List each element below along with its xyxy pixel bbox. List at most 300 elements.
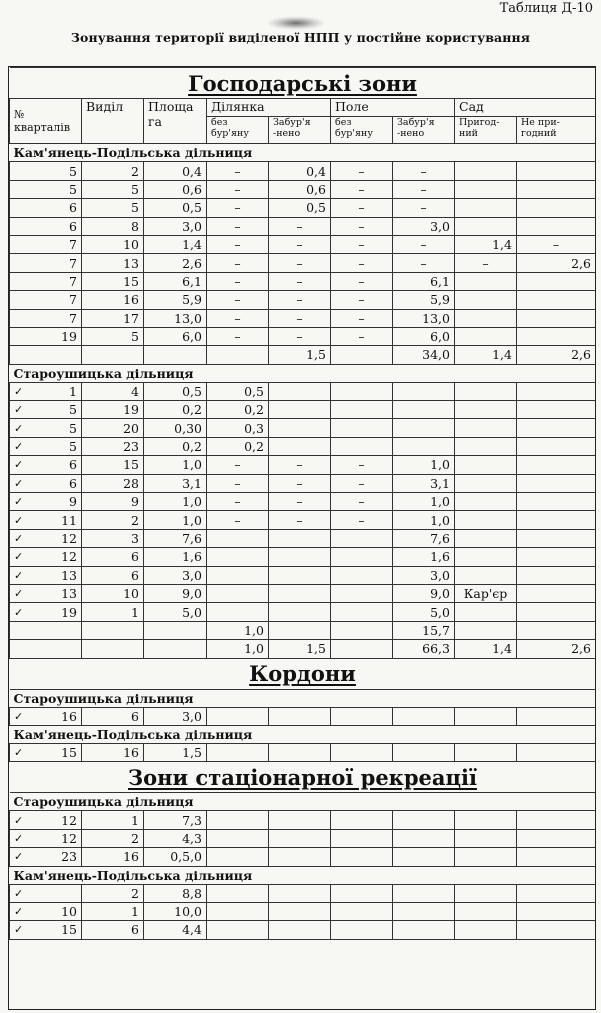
- cell-sad-prig: –: [455, 254, 517, 272]
- table-row: [10, 548, 596, 566]
- checkmark-icon: ✓: [14, 458, 24, 472]
- cell-dilyanka-bez: –: [207, 309, 269, 327]
- cell-kvartal: [10, 401, 82, 419]
- cell-pole-bez: –: [331, 327, 393, 345]
- cell-sad-prig: [455, 474, 517, 492]
- cell-ploshcha: 6,0: [144, 327, 207, 345]
- cell-dilyanka-bez: 0,2: [207, 437, 269, 455]
- cell-dilyanka-zab: [269, 921, 331, 939]
- cell-vydil: 8: [82, 217, 144, 235]
- cell-dilyanka-zab: –: [269, 456, 331, 474]
- cell-sad-neprig: [517, 382, 596, 400]
- cell-pole-zab: [393, 382, 455, 400]
- cell-pole-bez: [331, 902, 393, 920]
- section-title: Кам'янець-Подільська дільниця: [10, 725, 596, 743]
- cell-sad-prig: [455, 401, 517, 419]
- cell-kvartal: [10, 474, 82, 492]
- cell-dilyanka-zab: [269, 401, 331, 419]
- cell-vydil: 16: [82, 291, 144, 309]
- cell-pole-zab: 13,0: [393, 309, 455, 327]
- zone-title-gospodarski: Господарські зони: [10, 68, 596, 99]
- cell-pole-bez: –: [331, 493, 393, 511]
- cell-dilyanka-bez: [207, 529, 269, 547]
- table-row: [10, 621, 596, 639]
- subheader-pole-zab: Забур'я -нено: [393, 117, 455, 144]
- cell-kvartal: [10, 493, 82, 511]
- zoning-table-sheet: [8, 66, 596, 1010]
- section-title: Кам'янець-Подільська дільниця: [10, 866, 596, 884]
- cell-pole-zab: [393, 437, 455, 455]
- cell-dilyanka-bez: 0,5: [207, 382, 269, 400]
- cell-sad-neprig: [517, 743, 596, 761]
- cell-pole-bez: –: [331, 272, 393, 290]
- cell-sad-neprig: [517, 511, 596, 529]
- kvartal-number: 10: [61, 904, 77, 920]
- cell-ploshcha: 2,6: [144, 254, 207, 272]
- cell-ploshcha: [144, 621, 207, 639]
- cell-kvartal: [10, 382, 82, 400]
- checkmark-icon: ✓: [14, 886, 24, 900]
- document-title: Зонування території виділеної НПП у постійне користування: [70, 30, 531, 45]
- cell-sad-neprig: [517, 707, 596, 725]
- table-row: [10, 829, 596, 847]
- cell-sad-neprig: [517, 180, 596, 198]
- cell-dilyanka-bez: –: [207, 235, 269, 253]
- cell-pole-zab: 1,0: [393, 456, 455, 474]
- cell-sad-neprig: [517, 829, 596, 847]
- cell-vydil: 13: [82, 254, 144, 272]
- cell-ploshcha: 1,5: [144, 743, 207, 761]
- kvartal-number: 12: [61, 830, 77, 846]
- cell-ploshcha: 3,0: [144, 217, 207, 235]
- cell-dilyanka-bez: [207, 584, 269, 602]
- table-row: [10, 217, 596, 235]
- cell-sad-prig: 1,4: [455, 235, 517, 253]
- cell-ploshcha: 1,6: [144, 548, 207, 566]
- cell-pole-bez: –: [331, 162, 393, 180]
- table-row: [10, 640, 596, 658]
- cell-sad-neprig: [517, 437, 596, 455]
- cell-dilyanka-bez: –: [207, 291, 269, 309]
- checkmark-icon: ✓: [14, 476, 24, 490]
- table-row: [10, 603, 596, 621]
- cell-sad-prig: 1,4: [455, 346, 517, 364]
- cell-dilyanka-zab: [269, 584, 331, 602]
- cell-pole-bez: [331, 419, 393, 437]
- cell-sad-prig: [455, 743, 517, 761]
- cell-pole-bez: –: [331, 235, 393, 253]
- cell-pole-zab: [393, 829, 455, 847]
- cell-vydil: 10: [82, 235, 144, 253]
- cell-pole-zab: 15,7: [393, 621, 455, 639]
- cell-sad-prig: [455, 566, 517, 584]
- cell-dilyanka-zab: [269, 566, 331, 584]
- checkmark-icon: ✓: [14, 709, 24, 723]
- cell-sad-neprig: [517, 584, 596, 602]
- cell-sad-neprig: –: [517, 235, 596, 253]
- cell-dilyanka-zab: [269, 603, 331, 621]
- cell-sad-prig: [455, 419, 517, 437]
- cell-vydil: 1: [82, 902, 144, 920]
- cell-dilyanka-zab: [269, 829, 331, 847]
- cell-sad-prig: 1,4: [455, 640, 517, 658]
- cell-ploshcha: 5,0: [144, 603, 207, 621]
- kvartal-number: 19: [61, 604, 77, 620]
- cell-kvartal: [10, 829, 82, 847]
- cell-pole-zab: 66,3: [393, 640, 455, 658]
- cell-dilyanka-bez: 0,3: [207, 419, 269, 437]
- cell-pole-zab: 1,0: [393, 511, 455, 529]
- cell-sad-prig: [455, 848, 517, 866]
- checkmark-icon: ✓: [14, 813, 24, 827]
- cell-kvartal: [10, 180, 82, 198]
- table-row: [10, 884, 596, 902]
- cell-vydil: 16: [82, 848, 144, 866]
- cell-vydil: 6: [82, 921, 144, 939]
- cell-ploshcha: 0,30: [144, 419, 207, 437]
- col-header-ploshcha: Площа га: [144, 99, 207, 144]
- cell-sad-prig: [455, 511, 517, 529]
- cell-sad-neprig: [517, 548, 596, 566]
- table-row: [10, 707, 596, 725]
- cell-pole-bez: [331, 382, 393, 400]
- cell-vydil: 28: [82, 474, 144, 492]
- section-title: Староушицька дільниця: [10, 793, 596, 811]
- cell-ploshcha: 1,0: [144, 456, 207, 474]
- cell-sad-neprig: [517, 419, 596, 437]
- cell-pole-zab: –: [393, 235, 455, 253]
- table-row: [10, 456, 596, 474]
- table-row: [10, 162, 596, 180]
- cell-kvartal: [10, 162, 82, 180]
- cell-kvartal: [10, 902, 82, 920]
- cell-sad-prig: [455, 162, 517, 180]
- cell-vydil: 10: [82, 584, 144, 602]
- cell-sad-neprig: [517, 327, 596, 345]
- cell-vydil: 2: [82, 884, 144, 902]
- cell-pole-zab: [393, 848, 455, 866]
- cell-dilyanka-zab: [269, 419, 331, 437]
- checkmark-icon: ✓: [14, 495, 24, 509]
- col-header-vydil: Виділ: [82, 99, 144, 144]
- checkmark-icon: ✓: [14, 403, 24, 417]
- cell-sad-prig: [455, 902, 517, 920]
- cell-dilyanka-zab: [269, 437, 331, 455]
- cell-pole-zab: 3,0: [393, 217, 455, 235]
- cell-dilyanka-zab: –: [269, 493, 331, 511]
- table-row: [10, 401, 596, 419]
- cell-sad-neprig: [517, 848, 596, 866]
- cell-dilyanka-bez: –: [207, 217, 269, 235]
- col-header-dilyanka: Ділянка: [207, 99, 331, 117]
- cell-pole-bez: [331, 621, 393, 639]
- cell-dilyanka-bez: –: [207, 474, 269, 492]
- cell-pole-zab: [393, 811, 455, 829]
- kvartal-number: 6: [69, 218, 77, 234]
- cell-dilyanka-bez: [207, 743, 269, 761]
- cell-sad-neprig: [517, 884, 596, 902]
- cell-sad-prig: [455, 884, 517, 902]
- checkmark-icon: ✓: [14, 440, 24, 454]
- cell-sad-neprig: [517, 621, 596, 639]
- cell-kvartal: [10, 921, 82, 939]
- cell-dilyanka-bez: [207, 707, 269, 725]
- kvartal-number: 16: [61, 708, 77, 724]
- cell-dilyanka-bez: –: [207, 180, 269, 198]
- cell-kvartal: [10, 235, 82, 253]
- cell-sad-prig: [455, 921, 517, 939]
- kvartal-number: 5: [69, 420, 77, 436]
- cell-pole-bez: [331, 401, 393, 419]
- cell-dilyanka-bez: 1,0: [207, 640, 269, 658]
- cell-pole-bez: [331, 848, 393, 866]
- cell-vydil: 5: [82, 199, 144, 217]
- cell-pole-bez: [331, 811, 393, 829]
- cell-sad-prig: [455, 272, 517, 290]
- cell-ploshcha: 0,6: [144, 180, 207, 198]
- subheader-dilyanka-zab: Забур'я -нено: [269, 117, 331, 144]
- cell-dilyanka-bez: [207, 346, 269, 364]
- col-header-pole: Поле: [331, 99, 455, 117]
- cell-dilyanka-bez: –: [207, 511, 269, 529]
- kvartal-number: 13: [61, 567, 77, 583]
- cell-pole-zab: 5,9: [393, 291, 455, 309]
- cell-sad-neprig: [517, 401, 596, 419]
- cell-pole-bez: [331, 529, 393, 547]
- cell-dilyanka-zab: [269, 743, 331, 761]
- cell-ploshcha: 3,0: [144, 566, 207, 584]
- kvartal-number: 5: [69, 163, 77, 179]
- zoning-table: [9, 67, 596, 940]
- cell-sad-prig: [455, 548, 517, 566]
- cell-sad-prig: [455, 621, 517, 639]
- kvartal-number: 6: [69, 475, 77, 491]
- kvartal-number: 7: [69, 292, 77, 308]
- cell-dilyanka-zab: [269, 811, 331, 829]
- cell-dilyanka-zab: –: [269, 235, 331, 253]
- cell-dilyanka-zab: [269, 382, 331, 400]
- table-row: [10, 327, 596, 345]
- cell-vydil: 19: [82, 401, 144, 419]
- cell-pole-zab: 1,0: [393, 493, 455, 511]
- cell-sad-prig: [455, 493, 517, 511]
- cell-sad-neprig: [517, 493, 596, 511]
- cell-sad-neprig: [517, 474, 596, 492]
- cell-vydil: 5: [82, 327, 144, 345]
- cell-kvartal: [10, 621, 82, 639]
- cell-pole-bez: [331, 640, 393, 658]
- cell-ploshcha: 1,4: [144, 235, 207, 253]
- cell-vydil: 2: [82, 511, 144, 529]
- cell-pole-bez: [331, 603, 393, 621]
- table-row: [10, 566, 596, 584]
- col-header-kvartal: № кварталів: [10, 99, 82, 144]
- kvartal-number: 6: [69, 200, 77, 216]
- cell-pole-zab: –: [393, 180, 455, 198]
- kvartal-number: 7: [69, 237, 77, 253]
- cell-sad-prig: [455, 180, 517, 198]
- table-row: [10, 346, 596, 364]
- cell-pole-zab: [393, 902, 455, 920]
- cell-ploshcha: 4,4: [144, 921, 207, 939]
- kvartal-number: 5: [69, 439, 77, 455]
- kvartal-number: 7: [69, 255, 77, 271]
- cell-dilyanka-bez: [207, 603, 269, 621]
- table-row: [10, 272, 596, 290]
- table-row: [10, 902, 596, 920]
- cell-dilyanka-zab: [269, 884, 331, 902]
- cell-ploshcha: 0,5,0: [144, 848, 207, 866]
- cell-vydil: [82, 346, 144, 364]
- cell-vydil: 15: [82, 272, 144, 290]
- cell-pole-bez: –: [331, 217, 393, 235]
- cell-pole-bez: –: [331, 474, 393, 492]
- cell-ploshcha: 0,4: [144, 162, 207, 180]
- zone-title-kordony: Кордони: [10, 658, 596, 689]
- table-row: [10, 743, 596, 761]
- cell-sad-neprig: [517, 921, 596, 939]
- cell-dilyanka-bez: –: [207, 493, 269, 511]
- kvartal-number: 6: [69, 457, 77, 473]
- kvartal-number: 12: [61, 531, 77, 546]
- cell-sad-prig: [455, 707, 517, 725]
- cell-kvartal: [10, 566, 82, 584]
- cell-dilyanka-bez: [207, 811, 269, 829]
- checkmark-icon: ✓: [14, 905, 24, 919]
- table-row: [10, 419, 596, 437]
- cell-ploshcha: [144, 346, 207, 364]
- cell-pole-bez: [331, 566, 393, 584]
- cell-pole-zab: 6,0: [393, 327, 455, 345]
- table-row: [10, 474, 596, 492]
- cell-ploshcha: 0,2: [144, 437, 207, 455]
- cell-vydil: 6: [82, 707, 144, 725]
- cell-kvartal: [10, 811, 82, 829]
- cell-dilyanka-bez: –: [207, 162, 269, 180]
- cell-dilyanka-zab: 0,5: [269, 199, 331, 217]
- kvartal-number: 12: [61, 549, 77, 565]
- checkmark-icon: ✓: [14, 532, 24, 545]
- cell-pole-zab: 3,0: [393, 566, 455, 584]
- cell-pole-zab: 7,6: [393, 529, 455, 547]
- cell-pole-bez: –: [331, 511, 393, 529]
- cell-kvartal: [10, 511, 82, 529]
- cell-ploshcha: 3,1: [144, 474, 207, 492]
- cell-pole-bez: [331, 707, 393, 725]
- cell-pole-bez: [331, 437, 393, 455]
- checkmark-icon: ✓: [14, 513, 24, 527]
- table-row: [10, 437, 596, 455]
- checkmark-icon: ✓: [14, 923, 24, 937]
- cell-pole-zab: 6,1: [393, 272, 455, 290]
- cell-pole-bez: [331, 346, 393, 364]
- cell-kvartal: [10, 327, 82, 345]
- cell-dilyanka-zab: –: [269, 327, 331, 345]
- cell-pole-zab: [393, 707, 455, 725]
- cell-vydil: 9: [82, 493, 144, 511]
- cell-kvartal: [10, 272, 82, 290]
- cell-dilyanka-bez: [207, 548, 269, 566]
- cell-sad-neprig: [517, 456, 596, 474]
- cell-vydil: 4: [82, 382, 144, 400]
- cell-ploshcha: 7,3: [144, 811, 207, 829]
- cell-ploshcha: 7,6: [144, 529, 207, 547]
- cell-ploshcha: 13,0: [144, 309, 207, 327]
- cell-pole-bez: [331, 921, 393, 939]
- cell-dilyanka-zab: [269, 707, 331, 725]
- cell-kvartal: [10, 291, 82, 309]
- cell-sad-prig: [455, 309, 517, 327]
- cell-pole-bez: –: [331, 254, 393, 272]
- cell-kvartal: [10, 640, 82, 658]
- subheader-pole-bez: без бур'яну: [331, 117, 393, 144]
- kvartal-number: 9: [69, 494, 77, 510]
- kvartal-number: 13: [61, 586, 77, 602]
- cell-pole-bez: –: [331, 309, 393, 327]
- cell-kvartal: [10, 437, 82, 455]
- table-row: [10, 848, 596, 866]
- cell-sad-prig: [455, 529, 517, 547]
- kvartal-number: 15: [61, 922, 77, 938]
- cell-vydil: 2: [82, 829, 144, 847]
- checkmark-icon: ✓: [14, 605, 24, 619]
- cell-dilyanka-zab: –: [269, 291, 331, 309]
- cell-kvartal: [10, 603, 82, 621]
- cell-pole-bez: [331, 829, 393, 847]
- checkmark-icon: ✓: [14, 850, 24, 864]
- cell-pole-zab: [393, 401, 455, 419]
- cell-vydil: 17: [82, 309, 144, 327]
- cell-pole-zab: [393, 921, 455, 939]
- cell-dilyanka-zab: –: [269, 309, 331, 327]
- cell-ploshcha: 1,0: [144, 511, 207, 529]
- section-title: Кам'янець-Подільська дільниця: [10, 144, 596, 162]
- cell-pole-zab: –: [393, 162, 455, 180]
- cell-vydil: 1: [82, 603, 144, 621]
- cell-dilyanka-bez: [207, 884, 269, 902]
- cell-vydil: 15: [82, 456, 144, 474]
- cell-dilyanka-zab: –: [269, 217, 331, 235]
- cell-sad-prig: Кар'єр: [455, 584, 517, 602]
- subheader-dilyanka-bez: без бур'яну: [207, 117, 269, 144]
- cell-dilyanka-bez: [207, 829, 269, 847]
- cell-ploshcha: 0,2: [144, 401, 207, 419]
- col-header-sad: Сад: [455, 99, 596, 117]
- table-row: [10, 529, 596, 547]
- cell-dilyanka-bez: –: [207, 327, 269, 345]
- cell-dilyanka-zab: [269, 548, 331, 566]
- cell-vydil: 1: [82, 811, 144, 829]
- section-title: Староушицька дільниця: [10, 689, 596, 707]
- cell-dilyanka-zab: [269, 902, 331, 920]
- cell-pole-zab: [393, 884, 455, 902]
- cell-pole-zab: 34,0: [393, 346, 455, 364]
- cell-kvartal: [10, 456, 82, 474]
- cell-sad-neprig: [517, 566, 596, 584]
- cell-vydil: 6: [82, 566, 144, 584]
- cell-kvartal: [10, 199, 82, 217]
- cell-ploshcha: 3,0: [144, 707, 207, 725]
- cell-sad-neprig: [517, 199, 596, 217]
- table-row: [10, 199, 596, 217]
- cell-dilyanka-bez: [207, 921, 269, 939]
- table-number: Таблиця Д-10: [499, 1, 593, 16]
- checkmark-icon: ✓: [14, 550, 24, 564]
- cell-pole-bez: –: [331, 291, 393, 309]
- cell-pole-zab: 9,0: [393, 584, 455, 602]
- cell-dilyanka-zab: –: [269, 474, 331, 492]
- cell-dilyanka-bez: [207, 902, 269, 920]
